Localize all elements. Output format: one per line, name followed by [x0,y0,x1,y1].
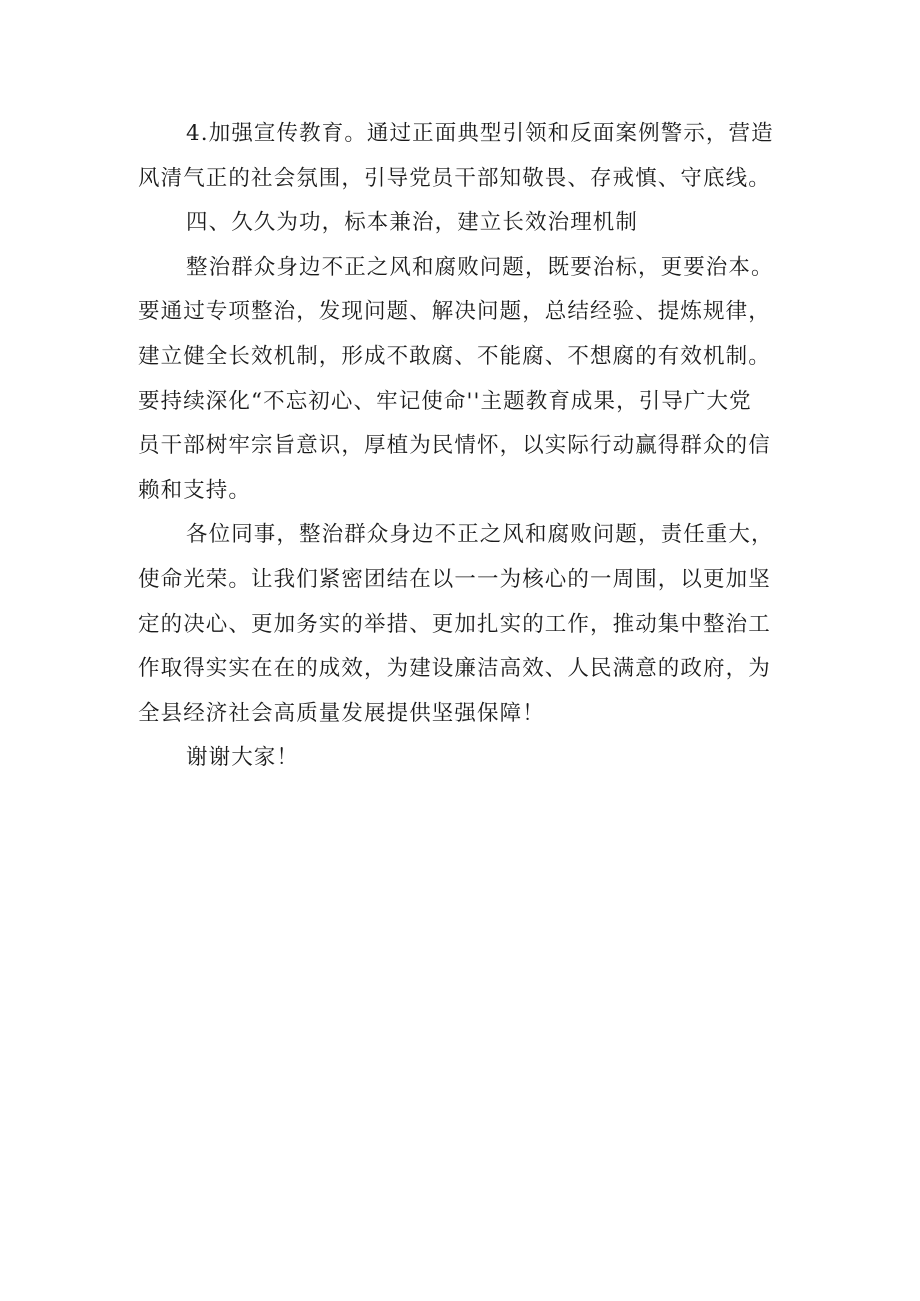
paragraph-root-causes [138,246,786,514]
text-line: 作取得实实在在的成效，为建设廉洁高效、人民满意的政府，为 [138,656,771,682]
text-line: 全县经济社会高质量发展提供坚强保障！ [138,700,545,726]
text-line: 建立健全长效机制，形成不敢腐、不能腐、不想腐的有效机制。 [138,343,771,369]
paragraph-thanks [138,736,786,781]
text-line: 定的决心、更加务实的举措、更加扎实的工作，推动集中整治工 [138,611,771,637]
text-line: 风清气正的社会氛围，引导党员干部知敬畏、存戒慎、守底线。 [138,165,771,191]
section-heading-long-term-mechanism [138,201,786,246]
document-body [138,112,786,781]
paragraph-closing-call [138,513,786,736]
paragraph-publicity-education [138,112,786,201]
text-line: 4.加强宣传教育。通过正面典型引领和反面案例警示，营造 [186,121,774,146]
text-line: 谢谢大家！ [186,745,300,771]
text-line: 各位同事，整治群众身边不正之风和腐败问题，责任重大， [186,522,774,548]
text-line: 使命光荣。让我们紧密团结在以一一为核心的一周围，以更加坚 [138,566,771,592]
section-heading-text: 四、久久为功，标本兼治，建立长效治理机制 [186,210,639,236]
text-line: 整治群众身边不正之风和腐败问题，既要治标，更要治本。 [186,254,774,280]
text-line: 赖和支持。 [138,477,252,503]
text-line: 要持续深化“不忘初心、牢记使命''主题教育成果，引导广大党 [138,388,752,414]
text-line: 员干部树牢宗旨意识，厚植为民情怀，以实际行动赢得群众的信 [138,433,771,459]
text-line: 要通过专项整治，发现问题、解决问题，总结经验、提炼规律， [138,299,771,325]
